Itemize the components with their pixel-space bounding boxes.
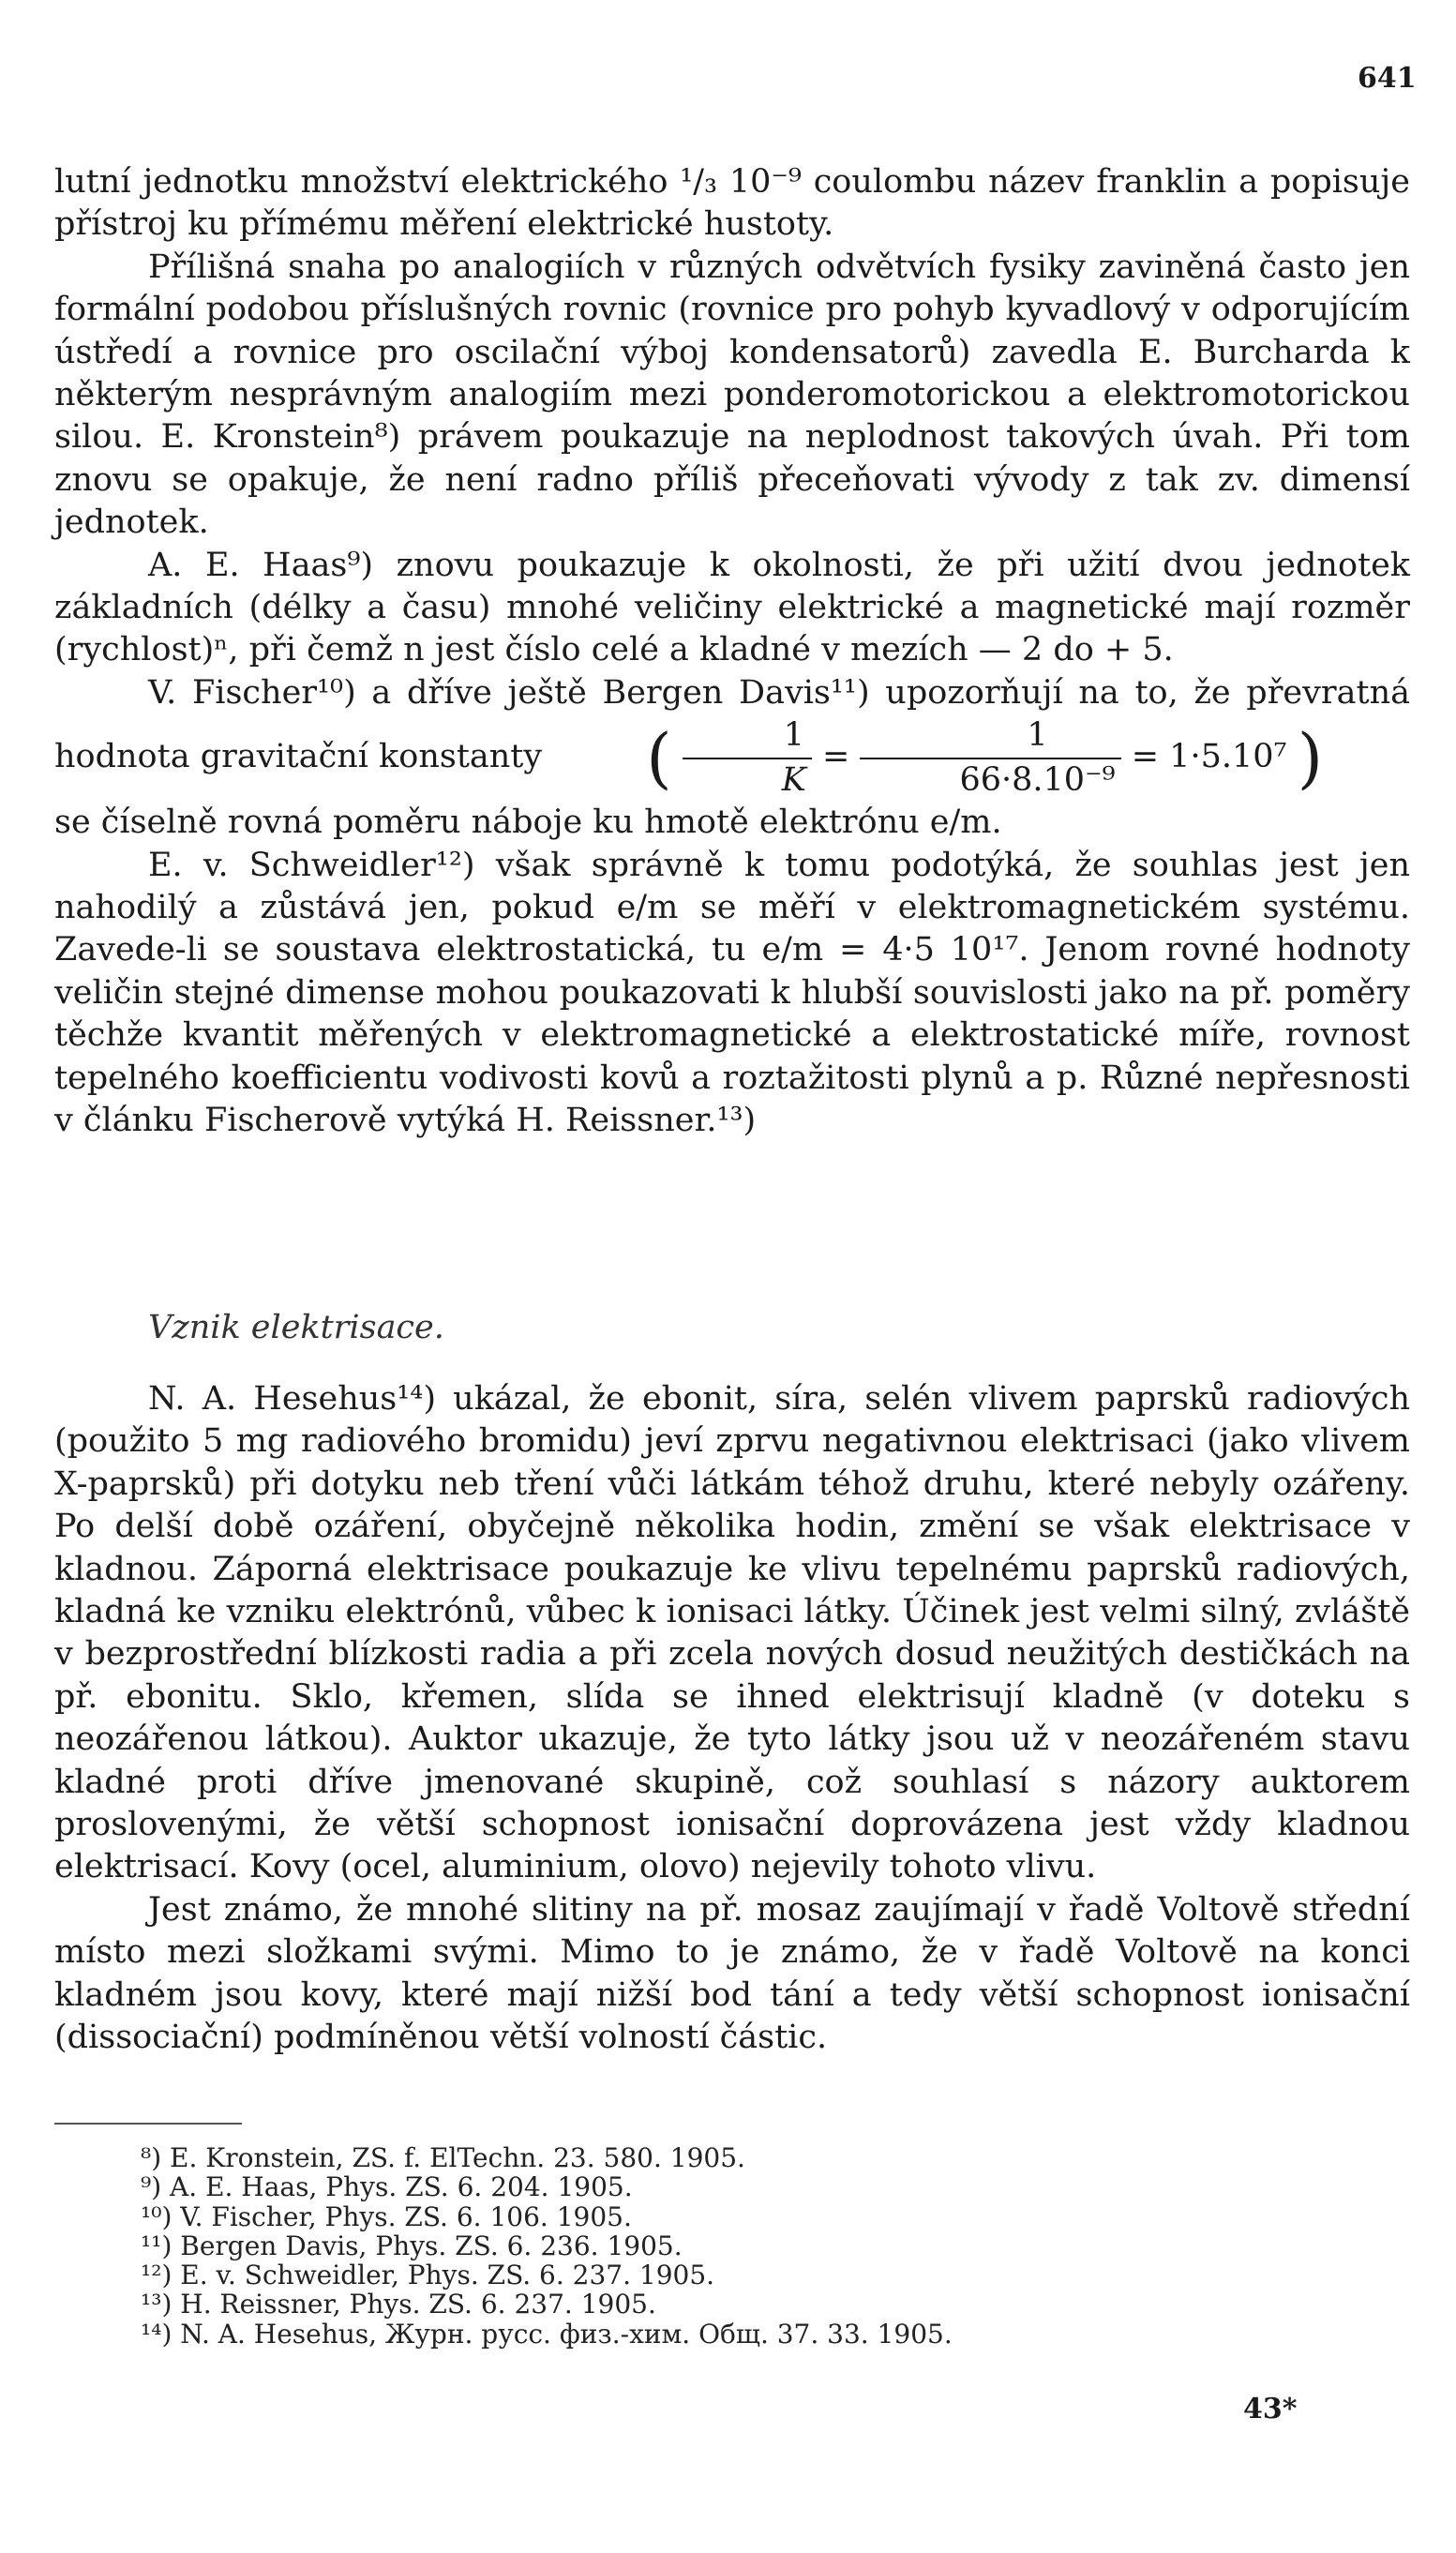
page-number: 641: [1358, 62, 1417, 95]
footnote: ¹⁰) V. Fischer, Phys. ZS. 6. 106. 1905.: [141, 2200, 632, 2232]
body-text-lower: [54, 1378, 1410, 2060]
paragraph-fischer-text: V. Fischer¹⁰) a dříve ještě Bergen Davis¹¹) upozorňují na to, že převratná hodnota gravitační konstanty: [54, 673, 1410, 776]
footnote: ¹⁴) N. A. Hesehus, Журн. русс. физ.-хим. Общ. 37. 33. 1905.: [141, 2318, 953, 2350]
footnote-divider: [54, 2123, 242, 2125]
footnote: ¹¹) Bergen Davis, Phys. ZS. 6. 236. 1905.: [141, 2230, 683, 2261]
paragraph-franklin: lutní jednotku množství elektrického ¹/₃ 10⁻⁹ coulombu název franklin a popisuje přístroj ku přímému měření elektrické hustoty.: [54, 163, 1410, 244]
footnotes: [141, 2143, 953, 2349]
eq-num-2: 1: [860, 714, 1120, 758]
paragraph-volta: Jest známo, že mnohé slitiny na př. mosaz zaujímají v řadě Voltově střední místo mezi složkami svými. Mimo to je známo, že v řadě Voltově na konci kladném jsou kovy, které mají nižší bod tání a tedy větší schopnost ionisační (dissociační) podmíněnou větší volností částic.: [54, 1890, 1410, 2057]
eq-den-1: K: [781, 760, 806, 799]
footnote: ¹²) E. v. Schweidler, Phys. ZS. 6. 237. 1905.: [141, 2260, 715, 2291]
section-heading: Vznik elektrisace.: [148, 1309, 444, 1346]
paragraph-fischer: [54, 672, 1410, 802]
footnote: ¹³) H. Reissner, Phys. ZS. 6. 237. 1905.: [141, 2289, 656, 2320]
body-text-upper: [54, 161, 1410, 1142]
eq-result: = 1·5.10⁷: [1131, 738, 1287, 776]
footnote: ⁹) A. E. Haas, Phys. ZS. 6. 204. 1905.: [141, 2171, 633, 2203]
eq-num-1: 1: [683, 714, 812, 758]
footnote: ⁸) E. Kronstein, ZS. f. ElTechn. 23. 580. 1905.: [141, 2142, 745, 2173]
signature-mark: 43*: [1243, 2393, 1298, 2425]
paragraph-schweidler: E. v. Schweidler¹²) však správně k tomu podotýká, že souhlas jest jen nahodilý a zůstává jen, pokud e/m se měří v elektromagnetickém systému. Zavede-li se soustava elektrostatická, tu e/m = 4·5 10¹⁷. Jenom rovné hodnoty veličin stejné dimense mohou poukazovati k hlubší souvislosti jako na př. poměry těchže kvantit měřených v elektromagnetické a elektrostatické míře, rovnost tepelného koefficientu vodivosti kovů a roztažitosti plynů a p. Různé nepřesnosti v článku Fischerově vytýká H. Reissner.¹³): [54, 846, 1410, 1139]
paragraph-fischer-cont: se číselně rovná poměru náboje ku hmotě elektrónu e/m.: [54, 803, 1002, 842]
paragraph-haas: A. E. Haas⁹) znovu poukazuje k okolnosti, že při užití dvou jednotek základních (délky a času) mnohé veličiny elektrické a magnetické mají rozměr (rychlost)ⁿ, při čemž n jest číslo celé a kladné v mezích — 2 do + 5.: [54, 546, 1410, 669]
eq-den-2: 66·8.10⁻⁹: [959, 760, 1116, 799]
gravitation-equation: ( $\frac{1}{K}$ = $\frac{1}{\text{66·8.10⁻⁹}}$ = 1·5.10⁷ ): [552, 714, 1323, 802]
paragraph-hesehus: N. A. Hesehus¹⁴) ukázal, že ebonit, síra, selén vlivem paprsků radiových (použito 5 mg radiového bromidu) jeví zprvu negativnou elektrisaci (jako vlivem X-paprsků) při dotyku neb tření vůči látkám téhož druhu, které nebyly ozářeny. Po delší době ozáření, obyčejně několika hodin, změní se však elektrisace v kladnou. Záporná elektrisace poukazuje ke vlivu tepelnému paprsků radiových, kladná ke vzniku elektrónů, vůbec k ionisaci látky. Účinek jest velmi silný, zvláště v bezprostřední blízkosti radia a při zcela nových dosud neužitých destičkách na př. ebonitu. Sklo, křemen, slída se ihned elektrisují kladně (v doteku s neozářenou látkou). Auktor ukazuje, že tyto látky jsou už v neozářeném stavu kladné proti dříve jmenované skupině, což souhlasí s názory auktorem proslovenými, že větší schopnost ionisační doprovázena jest vždy kladnou elektrisací. Kovy (ocel, aluminium, olovo) nejevily tohoto vlivu.: [54, 1380, 1410, 1886]
paragraph-analogies: Přílišná snaha po analogiích v různých odvětvích fysiky zaviněná často jen formální podobou příslušných rovnic (rovnice pro pohyb kyvadlový v odporujícím ústředí a rovnice pro oscilační výboj kondensatorů) zavedla E. Burcharda k některým nesprávným analogiím mezi ponderomotorickou a elektromotorickou silou. E. Kronstein⁸) právem poukazuje na neplodnost takových úvah. Při tom znovu se opakuje, že není radno příliš přeceňovati vývody z tak zv. dimensí jednotek.: [54, 248, 1410, 542]
